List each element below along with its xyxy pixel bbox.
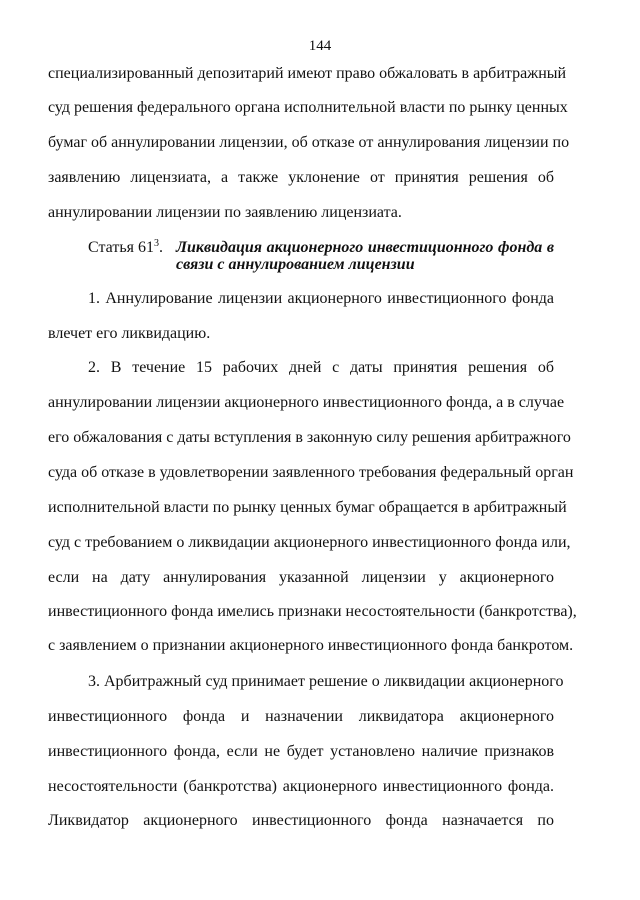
text-line: с заявлением о признании акционерного инвестиционного фонда банкротом. <box>48 637 574 654</box>
text-line: аннулировании лицензии по заявлению лицензиата. <box>48 204 402 221</box>
text-line: инвестиционного фонда имелись признаки несостоятельности (банкротства), <box>48 603 577 620</box>
text-line: исполнительной власти по рынку ценных бумаг обращается в арбитражный <box>48 499 567 516</box>
text-line: специализированный депозитарий имеют право обжаловать в арбитражный <box>48 65 567 82</box>
text-line: 3. Арбитражный суд принимает решение о ликвидации акционерного <box>88 673 564 690</box>
text-line: его обжалования с даты вступления в законную силу решения арбитражного <box>48 429 571 446</box>
text-line: несостоятельности (банкротства) акционерного инвестиционного фонда. <box>48 778 554 795</box>
text-line: влечет его ликвидацию. <box>48 325 211 342</box>
text-line: если на дату аннулирования указанной лицензии у акционерного <box>48 569 554 586</box>
text-line: аннулировании лицензии акционерного инвестиционного фонда, а в случае <box>48 394 565 411</box>
article-label-superscript: 3 <box>153 238 159 249</box>
page-number: 144 <box>308 38 332 54</box>
text-line: инвестиционного фонда и назначении ликвидатора акционерного <box>48 708 554 725</box>
article-title-line: связи с аннулированием лицензии <box>176 256 415 273</box>
article-title-line: Ликвидация акционерного инвестиционного фонда в <box>176 239 554 256</box>
text-line: суда об отказе в удовлетворении заявленного требования федеральный орган <box>48 464 574 481</box>
text-line: 1. Аннулирование лицензии акционерного инвестиционного фонда <box>88 290 554 307</box>
text-line: 2. В течение 15 рабочих дней с даты принятия решения об <box>88 359 554 376</box>
text-line: бумаг об аннулировании лицензии, об отказе от аннулирования лицензии по <box>48 134 570 151</box>
article-label-text: Статья 61 <box>88 239 154 256</box>
text-line: инвестиционного фонда, если не будет установлено наличие признаков <box>48 743 554 760</box>
text-line: суд решения федерального органа исполнительной власти по рынку ценных <box>48 99 568 116</box>
text-line: заявлению лицензиата, а также уклонение от принятия решения об <box>48 169 554 186</box>
text-line: суд с требованием о ликвидации акционерного инвестиционного фонда или, <box>48 534 571 551</box>
article-label <box>88 238 163 258</box>
article-label-suffix: . <box>158 239 163 256</box>
text-line: Ликвидатор акционерного инвестиционного фонда назначается по <box>48 812 554 829</box>
